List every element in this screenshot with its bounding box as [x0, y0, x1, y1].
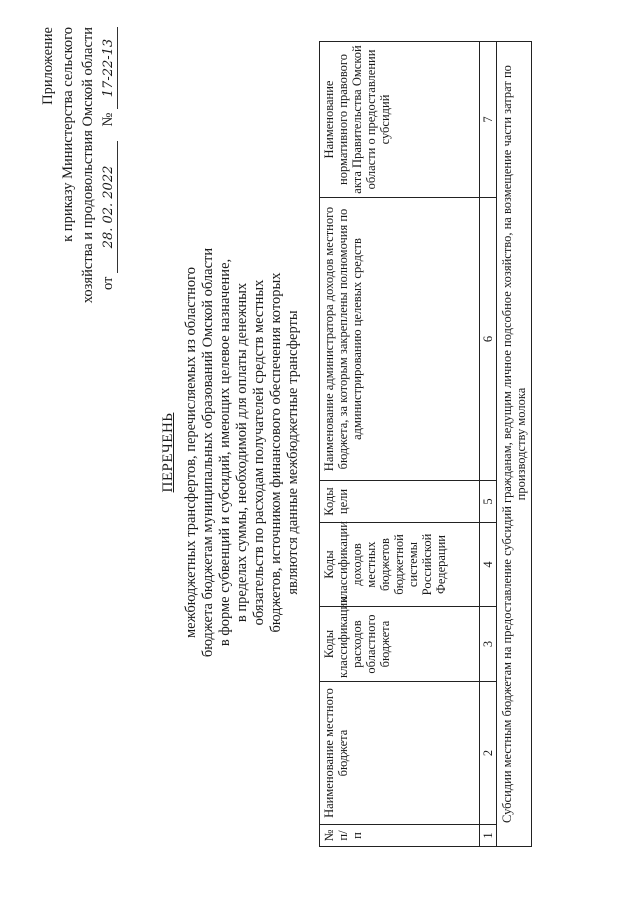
header-cell-legal-act: Наименование нормативного правового акта Правительства Омской области о предоставлении субсидий — [320, 42, 480, 198]
header-cell-number: № п/п — [320, 825, 480, 847]
appendix-title: Приложение — [40, 27, 56, 105]
column-number: 2 — [480, 682, 497, 825]
appendix-block — [0, 0, 116, 905]
transfers-table — [319, 41, 532, 847]
appendix-date-line — [100, 27, 118, 290]
table-number-row — [480, 42, 497, 847]
header-cell-budget-name: Наименование местного бюджета — [320, 682, 480, 825]
column-number: 3 — [480, 607, 497, 682]
date-prefix: от — [100, 276, 116, 290]
number-value: 17-22-13 — [100, 27, 118, 109]
table-subsidy-row — [497, 42, 532, 847]
column-number: 1 — [480, 825, 497, 847]
subsidy-description: Субсидии местным бюджетам на предоставление субсидий гражданам, ведущим личное подсобное хозяйство, на возмещение части затрат по производству молока — [497, 42, 532, 847]
column-number: 6 — [480, 198, 497, 481]
heading-line: обязательств по расходам получателей средств местных — [251, 279, 267, 626]
heading-title: ПЕРЕЧЕНЬ — [160, 412, 176, 493]
column-number: 7 — [480, 42, 497, 198]
header-cell-administrator: Наименование администратора доходов местного бюджета, за которым закреплены полномочия по администрированию целевых средств — [320, 198, 480, 481]
column-number: 4 — [480, 523, 497, 607]
heading-line: в форме субвенций и субсидий, имеющих целевое назначение, — [217, 258, 233, 647]
header-cell-purpose-codes: Коды цели — [320, 481, 480, 523]
document-heading — [160, 0, 302, 905]
appendix-line-2: хозяйства и продовольствия Омской области — [80, 27, 96, 304]
heading-line: бюджетов, источником финансового обеспечения которых — [268, 272, 284, 633]
number-prefix: № — [100, 112, 116, 127]
heading-line: в пределах суммы, необходимой для оплаты денежных — [234, 282, 250, 623]
heading-line: межбюджетных трансфертов, перечисляемых из областного — [183, 266, 199, 639]
heading-line: являются данные межбюджетные трансферты — [285, 310, 301, 595]
header-cell-expense-codes: Коды классификации расходов областного бюджета — [320, 607, 480, 682]
date-value: 28. 02. 2022 — [100, 141, 118, 273]
appendix-line-1: к приказу Министерства сельского — [60, 27, 76, 242]
column-number: 5 — [480, 481, 497, 523]
header-cell-income-codes: Коды классификации доходов местных бюджетов бюджетной системы Российской Федерации — [320, 523, 480, 607]
heading-line: бюджета бюджетам муниципальных образований Омской области — [200, 247, 216, 658]
table-header-row — [320, 42, 480, 847]
heading-body — [183, 0, 302, 905]
